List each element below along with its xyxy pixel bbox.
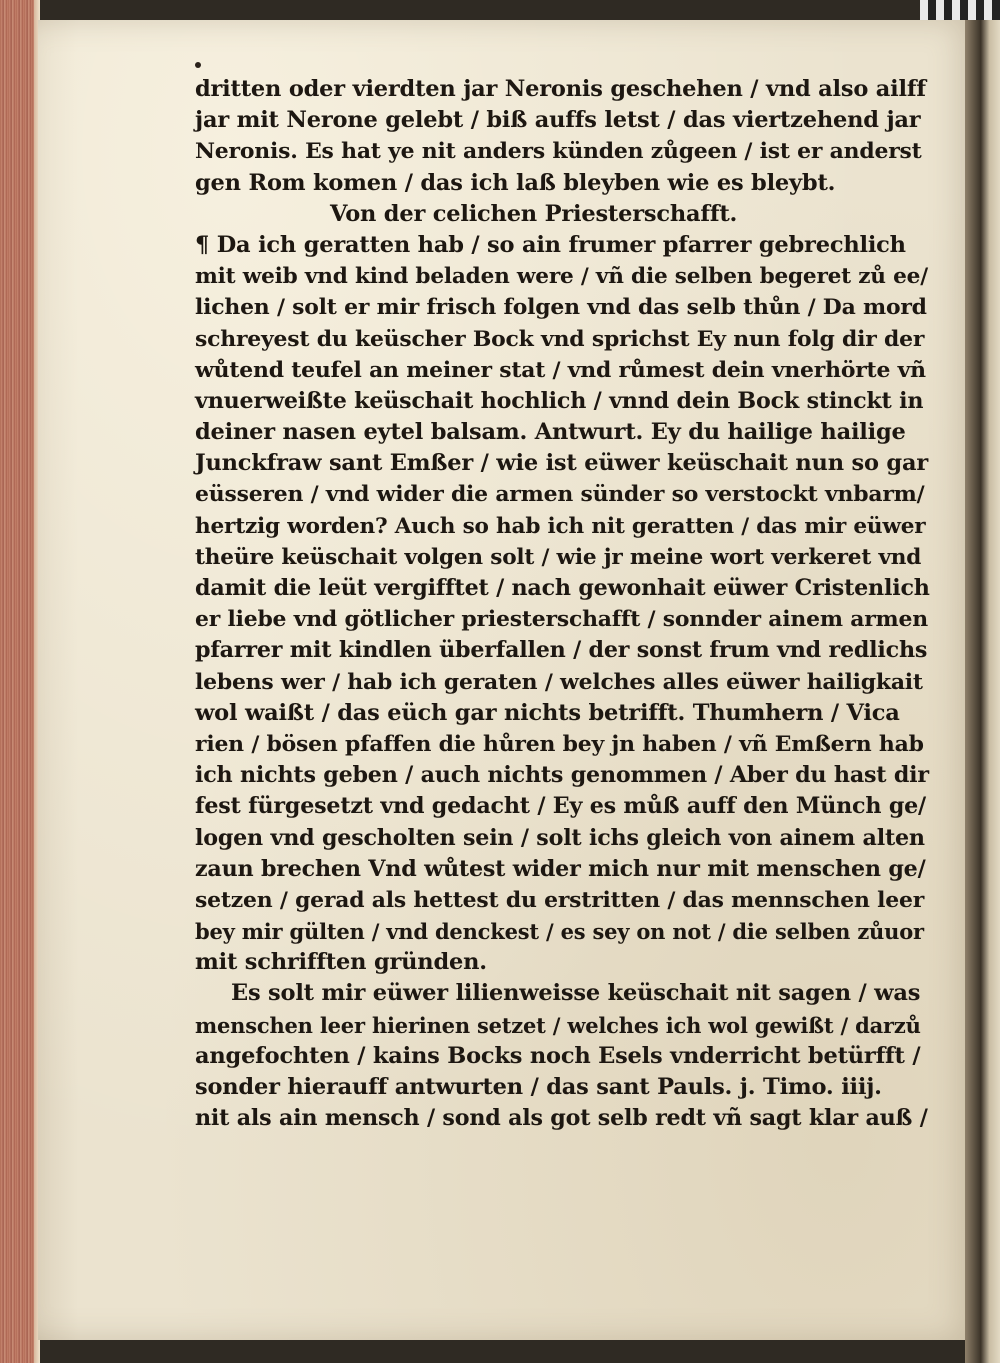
text-line: Neronis. Es hat ye nit anders künden zůgeen / ist er anderst <box>195 138 922 165</box>
text-line: damit die leüt vergifftet / nach gewonhait eüwer Cristenlich <box>195 575 930 601</box>
text-line: sonder hierauff antwurten / das sant Pauls. j. Timo. iiij. <box>195 1074 882 1100</box>
book-gutter <box>965 0 1000 1363</box>
text-line: schreyest du keüscher Bock vnd sprichst Ey nun folg dir der <box>195 325 925 352</box>
text-line: logen vnd gescholten sein / solt ichs gleich von ainem alten <box>195 824 925 851</box>
text-line: jar mit Nerone gelebt / biß auffs letst / das viertzehend jar <box>195 107 921 134</box>
text-line: ich nichts geben / auch nichts genommen / Aber du hast dir <box>195 762 929 789</box>
book-page-edges <box>0 0 40 1363</box>
text-line: wůtend teufel an meiner stat / vnd růmest dein vnerhörte vñ <box>195 356 926 383</box>
text-line: eüsseren / vnd wider die armen sünder so verstockt vnbarm/ <box>195 481 925 508</box>
text-line: deiner nasen eytel balsam. Antwurt. Ey du hailige hailige <box>195 419 906 446</box>
scale-ruler-strip <box>920 0 1000 20</box>
text-line: mit schrifften gründen. <box>195 949 487 976</box>
text-line: Es solt mir eüwer lilienweisse keüschait nit sagen / was <box>231 980 921 1007</box>
text-line: rien / bösen pfaffen die hůren bey jn haben / vñ Emßern hab <box>195 730 924 757</box>
text-line: nit als ain mensch / sond als got selb redt vñ sagt klar auß / <box>195 1105 928 1132</box>
text-line: mit weib vnd kind beladen were / vñ die selben begeret zů ee/ <box>195 264 928 290</box>
text-line: menschen leer hierinen setzet / welches ich wol gewißt / darzů <box>195 1012 921 1038</box>
text-line: er liebe vnd götlicher priesterschafft / sonnder ainem armen <box>195 606 928 633</box>
text-line: wol waißt / das eüch gar nichts betrifft. Thumhern / Vica <box>195 699 900 726</box>
ink-mark <box>195 62 201 68</box>
text-line: bey mir gülten / vnd denckest / es sey on not / die selben zůuor <box>195 919 924 945</box>
page-text-block <box>195 74 930 1134</box>
text-line: zaun brechen Vnd wůtest wider mich nur mit menschen ge/ <box>195 855 926 882</box>
text-line: Junckfraw sant Emßer / wie ist eüwer keüschait nun so gar <box>195 450 928 477</box>
text-line: ¶ Da ich geratten hab / so ain frumer pfarrer gebrechlich <box>195 231 906 258</box>
text-line: lichen / solt er mir frisch folgen vnd das selb thůn / Da mord <box>195 294 927 321</box>
text-line: fest fürgesetzt vnd gedacht / Ey es můß auff den Münch ge/ <box>195 793 926 820</box>
text-line: angefochten / kains Bocks noch Esels vnderricht betürfft / <box>195 1042 921 1069</box>
text-line: hertzig worden? Auch so hab ich nit geratten / das mir eüwer <box>195 513 926 539</box>
text-line: gen Rom komen / das ich laß bleyben wie es bleybt. <box>195 169 836 196</box>
text-line: lebens wer / hab ich geraten / welches alles eüwer hailigkait <box>195 668 923 695</box>
text-line: vnuerweißte keüschait hochlich / vnnd dein Bock stinckt in <box>195 387 924 414</box>
text-line: pfarrer mit kindlen überfallen / der sonst frum vnd redlichs <box>195 637 928 664</box>
text-line: setzen / gerad als hettest du erstritten / das mennschen leer <box>195 886 925 913</box>
section-heading: Von der celichen Priesterschafft. <box>330 200 738 227</box>
text-line: dritten oder vierdten jar Neronis geschehen / vnd also ailff <box>195 76 926 102</box>
text-line: theüre keüschait volgen solt / wie jr meine wort verkeret vnd <box>195 544 922 570</box>
